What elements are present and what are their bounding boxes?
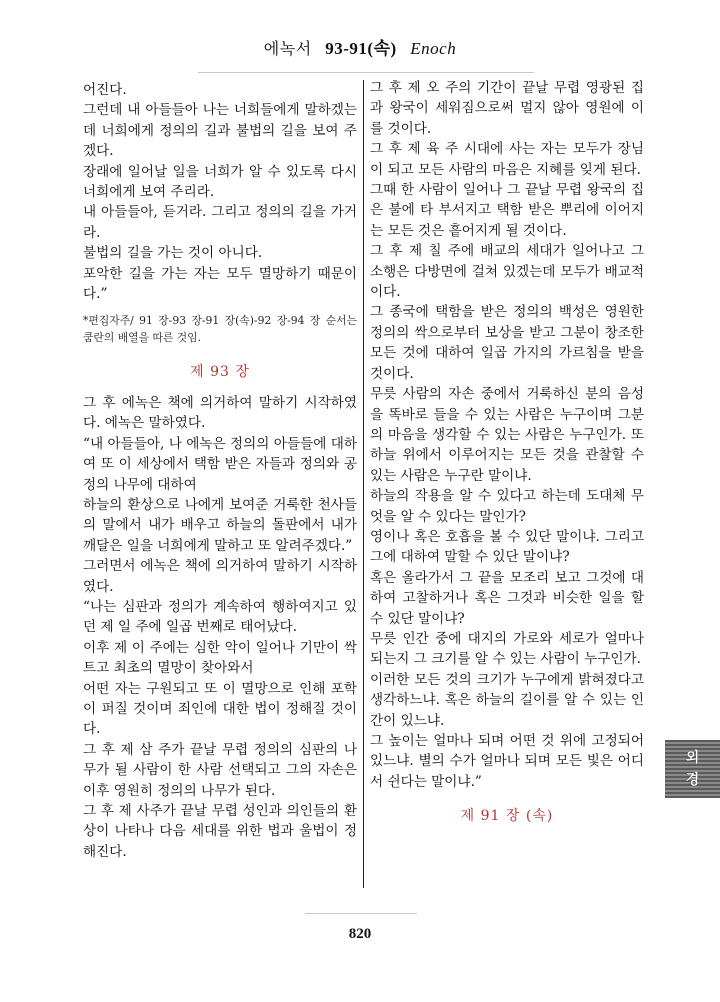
section-thumb-tab [665,740,720,798]
header-rule [198,72,534,73]
paragraph: 이러한 모든 것의 크기가 누구에게 밝혀졌다고 생각하느냐. 혹은 하늘의 길이를 알 수 있는 인간이 있느냐. [370,671,644,729]
paragraph: 포악한 길을 가는 자는 모두 멸망하기 때문이다.” [83,265,357,303]
paragraph: 하늘의 작용을 알 수 있다고 하는데 도대체 무엇을 알 수 있다는 말인가? [370,488,644,525]
footer-rule [305,913,417,914]
paragraph: 어진다. [83,82,127,98]
running-header [0,34,720,59]
left-column [83,80,357,862]
paragraph: 그때 한 사람이 일어나 그 끝날 무렵 왕국의 집은 불에 타 부서지고 택함 받은 뿌리에 이어지는 모든 것은 흩어지게 될 것이다. [370,182,644,239]
paragraph: “내 아들들아, 나 에녹은 정의의 아들들에 대하여 또 이 세상에서 택함 받은 자들과 정의와 공정의 나무에 대하여 [83,435,357,493]
paragraph: 그런데 내 아들들아 나는 너희들에게 말하겠는데 너희에게 정의의 길과 불법의 길을 보여 주겠다. [83,102,357,160]
header-title-en: Enoch [410,39,457,58]
paragraph: 그 후 제 사주가 끝날 무렵 성인과 의인들의 환상이 나타나 다음 세대를 위한 법과 울법이 정해진다. [83,803,357,860]
paragraph: 어떤 자는 구원되고 또 이 멸망으로 인해 포학이 퍼질 것이며 죄인에 대한 법이 정해질 것이다. [83,680,357,738]
paragraph: 그 높이는 얼마나 되며 어떤 것 위에 고정되어 있느냐. 별의 수가 얼마나 되며 모든 빛은 어디서 쉰다는 말이냐.” [370,733,644,790]
paragraph: 무릇 사람의 자손 중에서 거룩하신 분의 음성을 똑바로 들을 수 있는 사람은 누구이며 그분의 마음을 생각할 수 있는 사람은 누구인가. 또 하늘 위에서 이루어지는 모든 것을 관찰할 수 있는 사람은 누구란 말이냐. [370,386,644,484]
paragraph: 그 후 제 칠 주에 배교의 세대가 일어나고 그 소행은 다방면에 걸쳐 있겠는데 모두가 배교적이다. [370,243,644,301]
paragraph: 이후 제 이 주에는 심한 악이 일어나 기만이 싹트고 최초의 멸망이 찾아와서 [83,639,357,677]
paragraph: “나는 심판과 정의가 계속하여 행하여지고 있던 제 일 주에 일곱 번째로 태어났다. [83,598,357,636]
paragraph: 그 종국에 택함을 받은 정의의 백성은 영원한 정의의 싹으로부터 보상을 받고 그분이 창조한 모든 것에 대하여 일곱 가지의 가르침을 받을 것이다. [370,304,644,382]
right-column [370,78,644,837]
paragraph: 그 후 에녹은 책에 의거하여 말하기 시작하였다. 에녹은 말하였다. [83,394,357,432]
paragraph: 그 후 제 삼 주가 끝날 무렵 정의의 심판의 나무가 될 사람이 한 사람 선택되고 그의 자손은 이후 영원히 정의의 나무가 된다. [83,741,357,799]
paragraph: 그 후 제 육 주 시대에 사는 자는 모두가 장님이 되고 모든 사람의 마음은 지혜를 잊게 된다. [370,141,644,178]
paragraph: 그러면서 에녹은 책에 의거하여 말하기 시작하였다. [83,558,357,595]
header-title-ko: 에녹서 [263,39,312,58]
editor-note: *편집자주/ 91 장-93 장-91 장(속)-92 장-94 장 순서는 쿰란의 배열을 따른 것임. [83,314,357,345]
paragraph: 장래에 일어날 일을 너희가 알 수 있도록 다시 너희에게 보여 주리라. [83,163,357,201]
chapter-heading-93: 제 93 장 [190,364,250,381]
paragraph: 혹은 올라가서 그 끝을 모조리 보고 그것에 대하여 고찰하거나 혹은 그것과 비슷한 일을 할 수 있단 말이냐? [370,569,644,627]
paragraph: 그 후 제 오 주의 기간이 끝날 무렵 영광된 집과 왕국이 세워짐으로써 멀지 않아 영원에 이를 것이다. [370,80,644,137]
paragraph: 불법의 길을 가는 것이 아니다. [83,245,263,262]
column-divider [363,80,364,888]
chapter-heading-91-cont: 제 91 장 (속) [460,808,554,825]
paragraph: 하늘의 환상으로 나에게 보여준 거룩한 천사들의 말에서 내가 배우고 하늘의 돌판에서 내가 깨달은 일을 너희에게 말하고 또 알려주겠다.” [83,496,357,554]
page-number: 820 [348,926,372,942]
side-tab-char-2: 경 [685,772,700,788]
side-tab-char-1: 외 [685,750,700,766]
header-chapter-range: 93-91(속) [325,39,397,58]
paragraph: 내 아들들아, 듣거라. 그리고 정의의 길을 가거라. [83,204,357,241]
paragraph: 영이나 혹은 호흡을 볼 수 있단 말이냐. 그리고 그에 대하여 말할 수 있단 말이냐? [370,528,644,566]
paragraph: 무릇 인간 중에 대지의 가로와 세로가 얼마나 되는지 그 크기를 알 수 있는 사람이 누구인가. [370,630,644,668]
